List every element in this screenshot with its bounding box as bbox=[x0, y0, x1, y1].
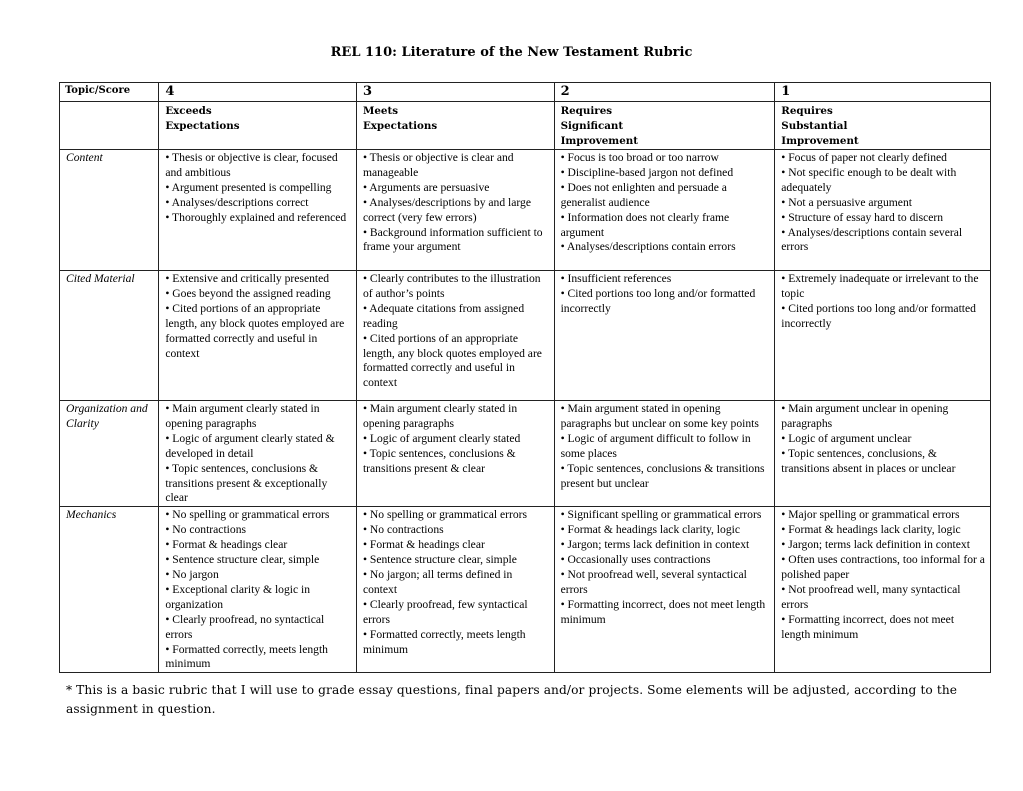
criterion-item: • Sentence structure clear, simple bbox=[362, 553, 517, 567]
score-header-row bbox=[60, 83, 991, 102]
criterion-item: • No contractions bbox=[165, 523, 246, 537]
rubric-cell bbox=[554, 271, 775, 401]
criterion-item: • Formatted correctly, meets length minimum bbox=[165, 642, 328, 671]
rubric-cell bbox=[775, 150, 991, 271]
rubric-cell bbox=[554, 507, 775, 673]
criterion-item: • Logic of argument clearly stated bbox=[362, 431, 521, 445]
criterion-item: • Information does not clearly frame argument bbox=[560, 210, 730, 239]
criterion-item: • Topic sentences, conclusions & transitions present but unclear bbox=[560, 461, 765, 490]
criterion-item: • Cited portions of an appropriate length, any block quotes employed are formatted correctly and useful in context bbox=[362, 331, 542, 390]
criterion-item: • Format & headings lack clarity, logic bbox=[560, 523, 740, 537]
criterion-item: • Cited portions of an appropriate length, any block quotes employed are formatted correctly and useful in context bbox=[165, 301, 345, 360]
criterion-item: • Extensive and critically presented bbox=[165, 272, 330, 285]
criterion-item: • Analyses/descriptions by and large correct (very few errors) bbox=[362, 195, 531, 224]
criterion-item: • No jargon; all terms defined in context bbox=[362, 567, 513, 596]
criterion-item: • Major spelling or grammatical errors bbox=[781, 508, 960, 522]
rubric-cell bbox=[356, 150, 554, 271]
table-row bbox=[60, 507, 991, 673]
criterion-item: • No contractions bbox=[362, 523, 444, 537]
rubric-cell bbox=[159, 271, 357, 401]
criterion-item: • Exceptional clarity & logic in organization bbox=[165, 582, 311, 611]
label-meets: Meets Expectations bbox=[356, 102, 554, 150]
criterion-item: • Argument presented is compelling bbox=[165, 180, 332, 194]
criterion-item: • Not a persuasive argument bbox=[781, 195, 912, 209]
score-4-header: 4 bbox=[159, 83, 357, 102]
criterion-item: • Topic sentences, conclusions & transitions present & exceptionally clear bbox=[165, 461, 328, 505]
rubric-cell bbox=[356, 271, 554, 401]
criterion-item: • Clearly proofread, no syntactical errors bbox=[165, 612, 325, 641]
criterion-item: • Clearly proofread, few syntactical errors bbox=[362, 597, 528, 626]
rubric-cell bbox=[159, 401, 357, 507]
criterion-item: • Logic of argument clearly stated & developed in detail bbox=[165, 431, 335, 460]
criterion-item: • Main argument clearly stated in opening paragraphs bbox=[362, 402, 518, 430]
rubric-cell bbox=[775, 271, 991, 401]
table-row bbox=[60, 271, 991, 401]
criterion-item: • Analyses/descriptions contain several errors bbox=[781, 225, 963, 254]
score-3-header: 3 bbox=[356, 83, 554, 102]
table-row bbox=[60, 401, 991, 507]
criterion-item: • Jargon; terms lack definition in context bbox=[781, 538, 970, 552]
criterion-item: • Cited portions too long and/or formatted incorrectly bbox=[560, 286, 756, 315]
criterion-item: • Cited portions too long and/or formatted incorrectly bbox=[781, 301, 976, 330]
label-significant: Requires Significant Improvement bbox=[554, 102, 775, 150]
rubric-cell bbox=[775, 507, 991, 673]
criterion-item: • Formatting incorrect, does not meet length minimum bbox=[781, 612, 955, 641]
table-row bbox=[60, 150, 991, 271]
criterion-item: • Jargon; terms lack definition in context bbox=[560, 538, 750, 552]
criterion-item: • Analyses/descriptions correct bbox=[165, 195, 309, 209]
topic-label: Content bbox=[60, 150, 159, 271]
criterion-item: • Format & headings clear bbox=[165, 538, 288, 552]
score-1-header: 1 bbox=[775, 83, 991, 102]
criterion-item: • Not proofread well, several syntactical errors bbox=[560, 567, 747, 596]
criterion-item: • Arguments are persuasive bbox=[362, 180, 490, 194]
topic-label: Cited Material bbox=[60, 271, 159, 401]
criterion-item: • Thesis or objective is clear, focused and ambitious bbox=[165, 151, 338, 179]
rubric-cell bbox=[356, 401, 554, 507]
criterion-item: • Main argument unclear in opening paragraphs bbox=[781, 402, 949, 430]
criterion-item: • Analyses/descriptions contain errors bbox=[560, 240, 736, 254]
criterion-item: • Logic of argument unclear bbox=[781, 431, 912, 445]
footnote: * This is a basic rubric that I will use to grade essay questions, final papers and/or projects. Some elements will be adjusted, according to the assignment in question. bbox=[66, 683, 958, 716]
criterion-item: • Often uses contractions, too informal for a polished paper bbox=[781, 553, 985, 581]
criterion-item: • Discipline-based jargon not defined bbox=[560, 165, 734, 179]
topic-label: Mechanics bbox=[60, 507, 159, 673]
rubric-cell bbox=[775, 401, 991, 507]
rubric-table bbox=[59, 82, 991, 673]
criterion-item: • No spelling or grammatical errors bbox=[362, 508, 528, 522]
rubric-cell bbox=[356, 507, 554, 673]
criterion-item: • Significant spelling or grammatical errors bbox=[560, 508, 762, 522]
criterion-item: • Main argument clearly stated in opening paragraphs bbox=[165, 402, 320, 430]
criterion-item: • Logic of argument difficult to follow in some places bbox=[560, 431, 751, 460]
criterion-item: • Insufficient references bbox=[560, 272, 672, 285]
label-header-row bbox=[60, 102, 991, 150]
criterion-item: • Extremely inadequate or irrelevant to the topic bbox=[781, 272, 979, 300]
rubric-cell bbox=[159, 150, 357, 271]
criterion-item: • Not proofread well, many syntactical errors bbox=[781, 582, 961, 611]
criterion-item: • Occasionally uses contractions bbox=[560, 553, 711, 567]
criterion-item: • Sentence structure clear, simple bbox=[165, 553, 320, 567]
page-title: REL 110: Literature of the New Testament Rubric bbox=[330, 45, 693, 60]
criterion-item: • Formatted correctly, meets length minimum bbox=[362, 627, 526, 656]
criterion-item: • No jargon bbox=[165, 567, 219, 581]
criterion-item: • Clearly contributes to the illustration of author’s points bbox=[362, 272, 541, 300]
criterion-item: • No spelling or grammatical errors bbox=[165, 508, 330, 522]
criterion-item: • Focus is too broad or too narrow bbox=[560, 151, 719, 164]
criterion-item: • Structure of essay hard to discern bbox=[781, 210, 944, 224]
criterion-item: • Adequate citations from assigned reading bbox=[362, 301, 525, 330]
criterion-item: • Focus of paper not clearly defined bbox=[781, 151, 947, 164]
criterion-item: • Topic sentences, conclusions & transitions present & clear bbox=[362, 446, 516, 475]
criterion-item: • Does not enlighten and persuade a generalist audience bbox=[560, 180, 727, 209]
criterion-item: • Not specific enough to be dealt with adequately bbox=[781, 165, 957, 194]
rubric-cell bbox=[554, 401, 775, 507]
criterion-item: • Main argument stated in opening paragraphs but unclear on some key points bbox=[560, 402, 759, 430]
criterion-item: • Topic sentences, conclusions, & transitions absent in places or unclear bbox=[781, 446, 956, 475]
rubric-cell bbox=[159, 507, 357, 673]
topic-score-header: Topic/Score bbox=[60, 83, 159, 102]
criterion-item: • Background information sufficient to frame your argument bbox=[362, 225, 543, 254]
label-exceeds: Exceeds Expectations bbox=[159, 102, 357, 150]
criterion-item: • Thoroughly explained and referenced bbox=[165, 210, 347, 224]
criterion-item: • Format & headings clear bbox=[362, 538, 485, 552]
label-empty-cell bbox=[60, 102, 159, 150]
criterion-item: • Thesis or objective is clear and manageable bbox=[362, 151, 514, 179]
label-substantial: Requires Substantial Improvement bbox=[775, 102, 991, 150]
topic-label: Organization and Clarity bbox=[60, 401, 159, 507]
score-2-header: 2 bbox=[554, 83, 775, 102]
criterion-item: • Formatting incorrect, does not meet length minimum bbox=[560, 597, 766, 626]
criterion-item: • Goes beyond the assigned reading bbox=[165, 286, 331, 300]
criterion-item: • Format & headings lack clarity, logic bbox=[781, 523, 961, 537]
rubric-cell bbox=[554, 150, 775, 271]
